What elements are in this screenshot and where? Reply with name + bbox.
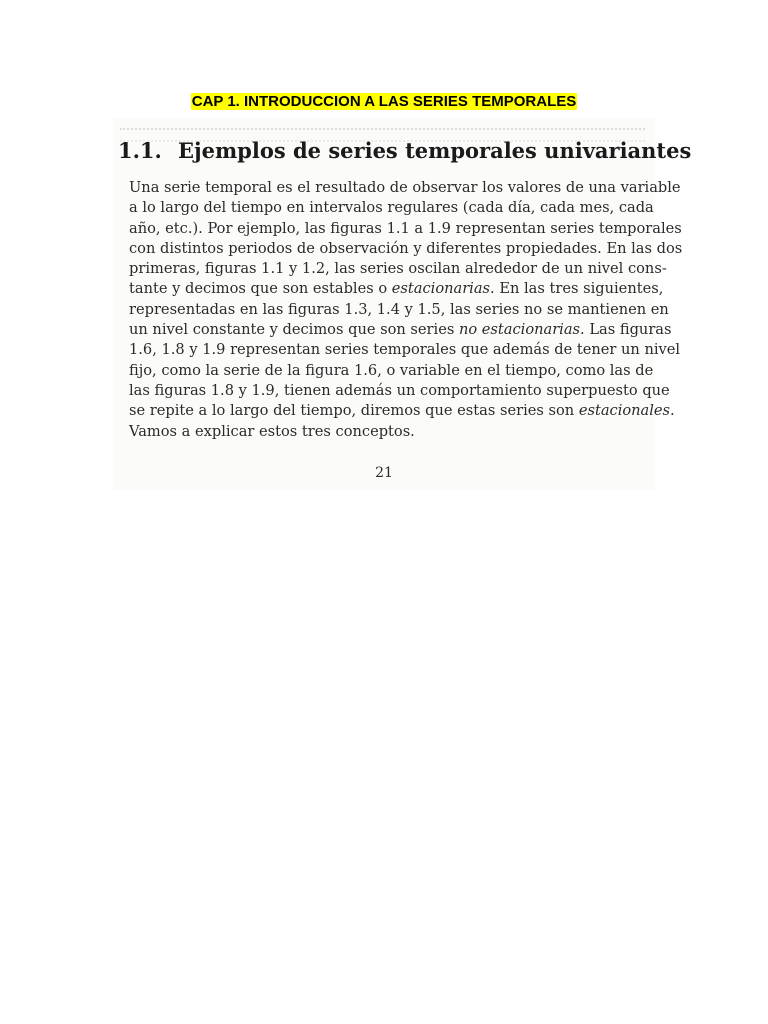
paragraph-line	[129, 320, 672, 340]
text-run: . Las figuras	[580, 321, 672, 339]
paragraph-line: a lo largo del tiempo en intervalos regulares (cada día, cada mes, cada	[129, 199, 654, 217]
paragraph-line: 1.6, 1.8 y 1.9 representan series temporales que además de tener un nivel	[129, 341, 681, 359]
scan-bleedthrough	[120, 128, 645, 131]
section-title	[118, 138, 691, 163]
emphasized-term: estacionarias	[391, 280, 491, 298]
paragraph-line: representadas en las figuras 1.3, 1.4 y 1.5, las series no se mantienen en	[129, 300, 669, 318]
emphasized-term: no estacionarias	[458, 321, 581, 339]
paragraph-line: fijo, como la serie de la figura 1.6, o variable en el tiempo, como las de	[129, 361, 654, 379]
paragraph-line	[129, 279, 664, 299]
text-run: . En las tres siguientes,	[490, 280, 664, 298]
section-title-text: Ejemplos de series temporales univariantes	[178, 138, 692, 163]
chapter-heading	[0, 93, 768, 110]
scanned-page-excerpt	[114, 118, 692, 490]
emphasized-term: estacionales	[578, 402, 671, 420]
text-run: un nivel constante y decimos que son series	[129, 321, 459, 339]
paragraph-line	[129, 401, 675, 421]
section-number: 1.1.	[118, 138, 162, 163]
page-number: 21	[375, 465, 393, 481]
text-run: tante y decimos que son estables o	[129, 280, 392, 298]
paragraph-line: con distintos periodos de observación y diferentes propiedades. En las dos	[129, 239, 683, 257]
body-paragraph	[129, 178, 683, 442]
chapter-heading-highlight: CAP 1. INTRODUCCION A LAS SERIES TEMPORALES	[191, 93, 577, 110]
paragraph-line: Vamos a explicar estos tres conceptos.	[129, 422, 415, 440]
paragraph-line: año, etc.). Por ejemplo, las figuras 1.1 a 1.9 representan series temporales	[129, 219, 682, 237]
text-run: .	[670, 402, 675, 420]
paragraph-line: las figuras 1.8 y 1.9, tienen además un comportamiento superpuesto que	[129, 381, 670, 399]
text-run: se repite a lo largo del tiempo, diremos que estas series son	[129, 402, 579, 420]
paragraph-line: primeras, figuras 1.1 y 1.2, las series oscilan alrededor de un nivel cons-	[129, 260, 667, 278]
paragraph-line: Una serie temporal es el resultado de observar los valores de una variable	[129, 179, 681, 196]
